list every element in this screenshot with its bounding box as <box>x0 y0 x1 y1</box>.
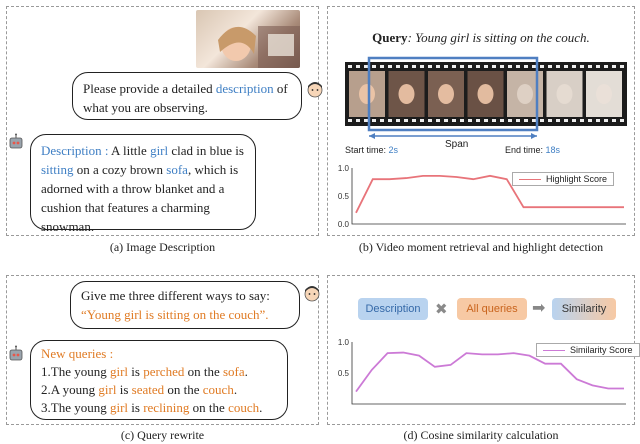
y-tick-label: 0.5 <box>337 192 349 201</box>
y-tick-label: 0.5 <box>337 369 349 378</box>
boy-face-icon <box>306 80 324 103</box>
query-list <box>41 363 277 417</box>
caption-d: (d) Cosine similarity calculation <box>403 428 559 442</box>
query-part-num: 2. <box>41 382 51 397</box>
highlight-legend <box>512 172 614 186</box>
query-part-verb: reclining <box>143 400 190 415</box>
frame-face <box>399 84 415 104</box>
highlight-legend-label: Highlight Score <box>546 174 608 184</box>
query-part-place: sofa <box>222 364 245 379</box>
caption-a: (a) Image Description <box>109 240 216 254</box>
query-part-d: . <box>233 382 238 397</box>
similarity-legend <box>536 343 640 357</box>
query-text: : Young girl is sitting on the couch. <box>407 30 590 45</box>
query-part-verb: seated <box>131 382 165 397</box>
end-value: 18s <box>545 145 561 155</box>
rewrite-prompt-line2: “Young girl is sitting on the couch”. <box>81 307 269 322</box>
y-tick-label: 1.0 <box>337 338 349 347</box>
end-time <box>505 145 560 155</box>
query-part-b: is <box>128 400 144 415</box>
frame-face <box>359 84 375 104</box>
query-part-verb: perched <box>143 364 185 379</box>
new-queries-title: New queries : <box>41 346 114 361</box>
prompt-text-end: of what you are observing. <box>83 81 288 115</box>
rewrite-prompt-line1: Give me three different ways to say: <box>81 288 270 303</box>
frame-face <box>438 84 454 104</box>
query-part-girl: girl <box>98 382 117 397</box>
highlight-legend-swatch <box>519 179 541 180</box>
arrow-right-icon: ➡ <box>532 298 546 317</box>
film-strip <box>345 56 627 144</box>
start-time <box>345 145 398 155</box>
query-part-d: . <box>244 364 248 379</box>
query-label: Query <box>372 30 408 45</box>
query-part-b: is <box>116 382 132 397</box>
query-title <box>327 30 635 46</box>
description-bubble <box>30 134 256 234</box>
query-part-num: 1. <box>41 364 51 379</box>
desc-text: clad in blue is <box>168 143 244 158</box>
query-part-a: A young <box>50 382 99 397</box>
query-part-d: . <box>259 400 263 415</box>
prompt-keyword: description <box>215 81 274 96</box>
query-item <box>41 381 277 399</box>
start-value: 2s <box>388 145 399 155</box>
frame-face <box>557 84 573 104</box>
prompt-text: Please provide a detailed <box>83 81 216 96</box>
chip-similarity: Similarity <box>552 298 616 320</box>
start-label: Start time: <box>345 145 389 155</box>
y-tick-label: 1.0 <box>337 164 349 173</box>
caption-c: (c) Query rewrite <box>120 428 205 442</box>
query-item <box>41 363 277 381</box>
desc-keyword-sitting: sitting <box>41 162 74 177</box>
query-part-girl: girl <box>109 400 129 415</box>
user-prompt-bubble-c <box>70 281 300 329</box>
query-part-b: is <box>128 364 144 379</box>
query-part-a: The young <box>50 400 110 415</box>
query-part-num: 3. <box>41 400 51 415</box>
highlight-score-chart <box>334 160 630 228</box>
query-part-place: couch <box>228 400 260 415</box>
span-label: Span <box>445 139 469 150</box>
query-part-c: on the <box>189 400 229 415</box>
query-part-a: The young <box>50 364 110 379</box>
frame-face <box>596 84 612 104</box>
end-label: End time: <box>505 145 546 155</box>
frame-face <box>517 84 533 104</box>
multiply-icon: ✖ <box>435 300 448 318</box>
y-tick-label: 0.0 <box>337 220 349 228</box>
robot-icon <box>7 345 25 368</box>
robot-icon <box>7 133 25 156</box>
query-item <box>41 399 277 417</box>
frame-face <box>478 84 494 104</box>
query-part-girl: girl <box>109 364 129 379</box>
desc-keyword-girl: girl <box>150 143 169 158</box>
similarity-legend-swatch <box>543 350 565 351</box>
description-label: Description : <box>41 143 109 158</box>
caption-b: (b) Video moment retrieval and highlight detection <box>358 240 604 254</box>
girl-photo <box>196 10 300 68</box>
boy-face-icon <box>303 284 321 307</box>
desc-text: , which is adorned with a throw blanket and a cushion that features a charming snowman. <box>41 162 239 234</box>
query-part-c: on the <box>164 382 203 397</box>
desc-keyword-sofa: sofa <box>166 162 188 177</box>
query-part-place: couch <box>202 382 234 397</box>
series-line <box>356 353 624 392</box>
chip-all-queries: All queries <box>457 298 527 320</box>
chip-description: Description <box>358 298 428 320</box>
user-prompt-bubble-a <box>72 72 302 120</box>
similarity-legend-label: Similarity Score <box>570 345 633 355</box>
desc-text: on a cozy brown <box>73 162 167 177</box>
desc-text: A little <box>108 143 151 158</box>
query-part-c: on the <box>184 364 223 379</box>
girl-photo-illustration <box>196 10 300 68</box>
new-queries-bubble <box>30 340 288 420</box>
